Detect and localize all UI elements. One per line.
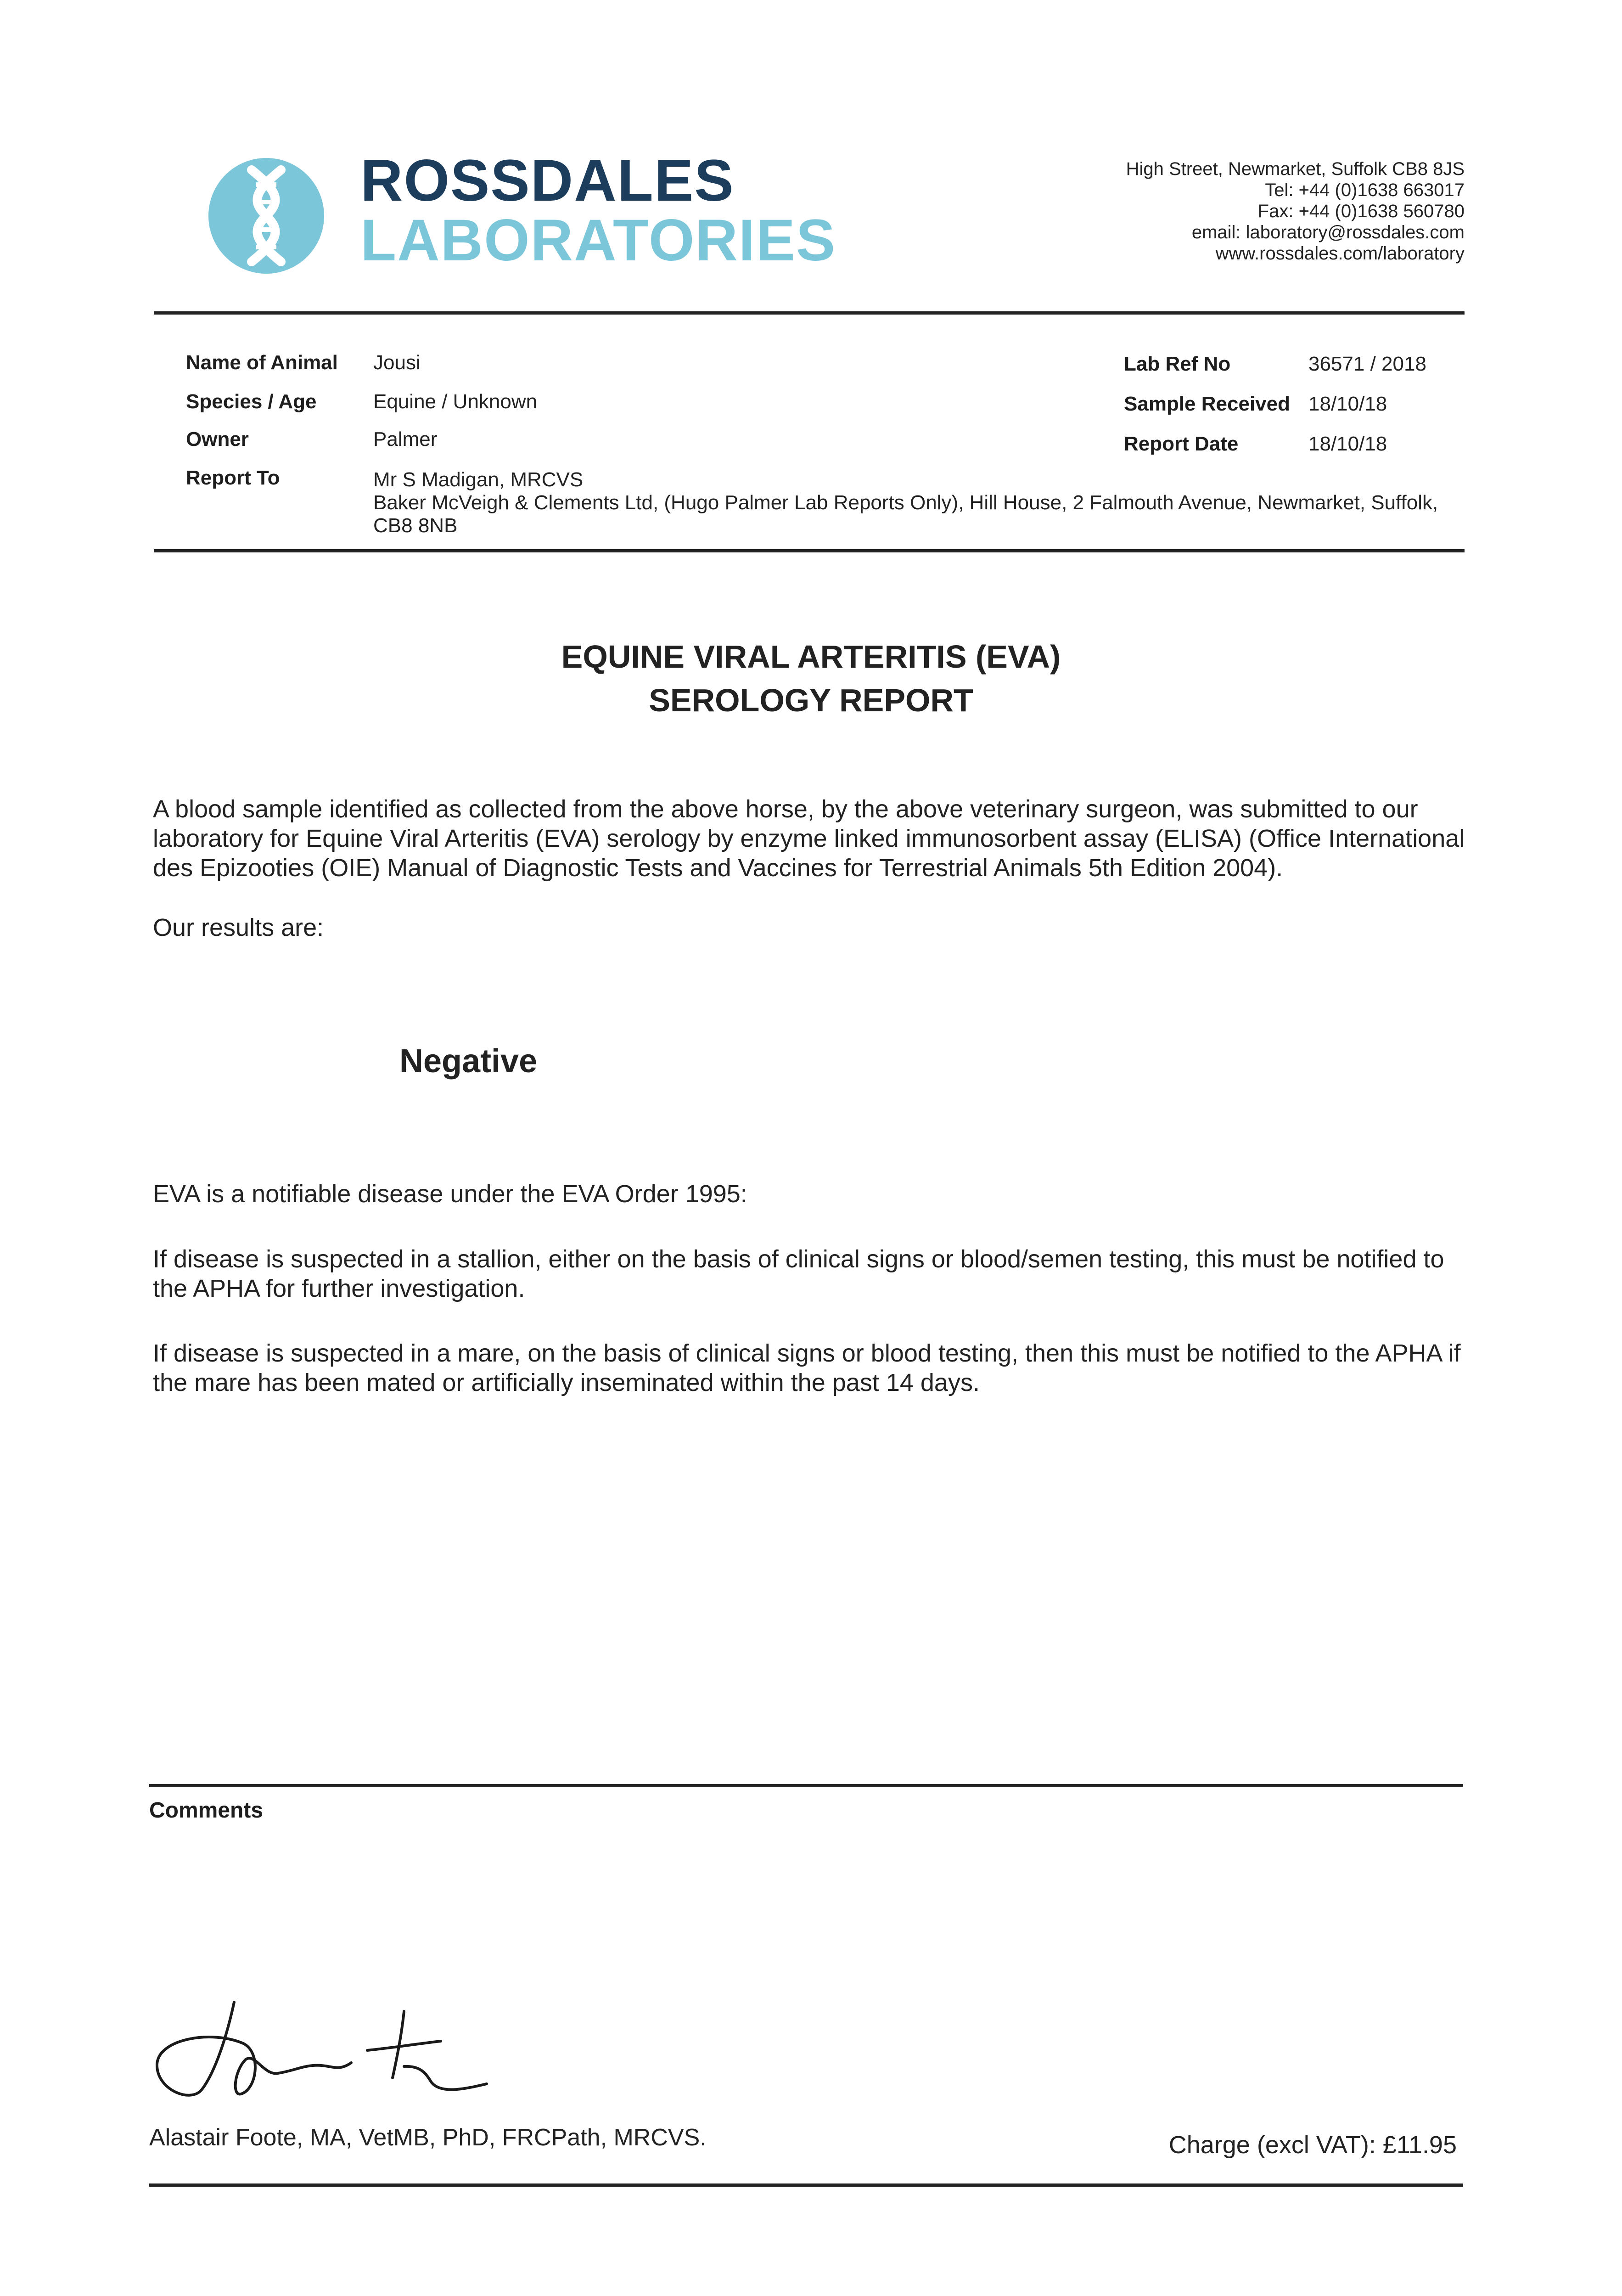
divider [154, 549, 1465, 552]
sample-received-label: Sample Received [1124, 393, 1290, 415]
contact-fax: Fax: +44 (0)1638 560780 [1257, 201, 1465, 221]
contact-block [1126, 158, 1465, 264]
species-age-value: Equine / Unknown [373, 390, 538, 413]
signatory-name: Alastair Foote, MA, VetMB, PhD, FRCPath, MRCVS. [149, 2124, 707, 2151]
test-result: Negative [399, 1043, 538, 1080]
comments-label: Comments [149, 1798, 264, 1823]
name-of-animal-value: Jousi [373, 351, 421, 374]
report-to-value [373, 468, 1438, 537]
intro-paragraph: A blood sample identified as collected from the above horse, by the above veterinary surgeon, was submitted to our laboratory for Equine Viral Arteritis (EVA) serology by enzyme linked immunosorbent assay (ELISA) (Office International des Epizooties (OIE) Manual of Diagnostic Tests and Vaccines for Terrestrial Animals 5th Edition 2004). [153, 795, 1465, 882]
species-age-label: Species / Age [186, 390, 317, 413]
brand-name-line2: LABORATORIES [360, 208, 836, 273]
owner-value: Palmer [373, 428, 438, 450]
name-of-animal-label: Name of Animal [186, 351, 338, 374]
contact-website: www.rossdales.com/laboratory [1215, 243, 1465, 264]
divider [154, 311, 1465, 315]
lab-ref-value: 36571 / 2018 [1308, 353, 1426, 375]
mare-note: If disease is suspected in a mare, on the basis of clinical signs or blood testing, then this must be notified to the APHA if the mare has been mated or artificially inseminated within the past 14 days. [153, 1339, 1461, 1396]
contact-address: High Street, Newmarket, Suffolk CB8 8JS [1126, 159, 1465, 179]
report-to-label: Report To [186, 467, 280, 489]
report-date-value: 18/10/18 [1308, 433, 1387, 455]
contact-tel: Tel: +44 (0)1638 663017 [1265, 180, 1465, 200]
results-lead: Our results are: [153, 914, 324, 941]
divider [149, 1784, 1463, 1787]
divider [149, 2183, 1463, 2187]
sample-received-value: 18/10/18 [1308, 393, 1387, 415]
report-to-address: Baker McVeigh & Clements Ltd, (Hugo Palmer Lab Reports Only), Hill House, 2 Falmouth Avenue, Newmarket, Suffolk, CB8 8NB [373, 491, 1438, 537]
report-date-label: Report Date [1124, 433, 1239, 455]
brand-name-line1: ROSSDALES [360, 148, 735, 214]
dna-helix-icon [202, 152, 331, 280]
report-to-recipient: Mr S Madigan, MRCVS [373, 468, 584, 491]
contact-email: email: laboratory@rossdales.com [1191, 222, 1465, 242]
report-subtitle: SEROLOGY REPORT [649, 682, 973, 718]
charge: Charge (excl VAT): £11.95 [1168, 2131, 1457, 2159]
stallion-note: If disease is suspected in a stallion, either on the basis of clinical signs or blood/semen testing, this must be notified to the APHA for further investigation. [153, 1245, 1444, 1302]
lab-ref-label: Lab Ref No [1124, 353, 1231, 375]
owner-label: Owner [186, 428, 249, 450]
signature [147, 1984, 496, 2108]
notifiable-statement: EVA is a notifiable disease under the EVA Order 1995: [153, 1180, 747, 1208]
report-title: EQUINE VIRAL ARTERITIS (EVA) [561, 639, 1061, 675]
